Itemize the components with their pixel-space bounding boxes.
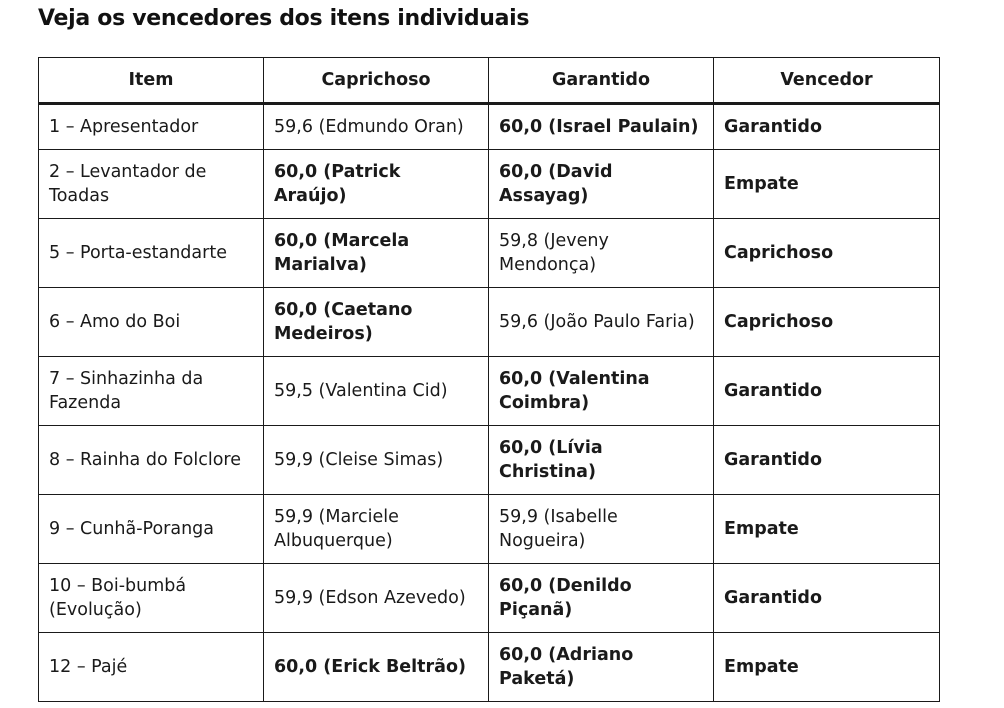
header-vencedor: Vencedor: [714, 58, 940, 104]
cell-caprichoso: 60,0 (Patrick Araújo): [264, 150, 489, 219]
header-caprichoso: Caprichoso: [264, 58, 489, 104]
cell-item: 6 – Amo do Boi: [39, 288, 264, 357]
table-row: [39, 104, 940, 150]
cell-caprichoso: 59,9 (Edson Azevedo): [264, 564, 489, 633]
table-row: [39, 633, 940, 702]
cell-vencedor: Caprichoso: [714, 219, 940, 288]
table-row: [39, 219, 940, 288]
cell-caprichoso: 59,9 (Marciele Albuquerque): [264, 495, 489, 564]
table-row: [39, 426, 940, 495]
cell-item: 2 – Levantador de Toadas: [39, 150, 264, 219]
cell-item: 9 – Cunhã-Poranga: [39, 495, 264, 564]
cell-vencedor: Garantido: [714, 426, 940, 495]
cell-item: 5 – Porta-estandarte: [39, 219, 264, 288]
header-item: Item: [39, 58, 264, 104]
cell-garantido: 60,0 (David Assayag): [489, 150, 714, 219]
cell-item: 1 – Apresentador: [39, 104, 264, 150]
cell-item: 7 – Sinhazinha da Fazenda: [39, 357, 264, 426]
cell-garantido: 60,0 (Denildo Piçanã): [489, 564, 714, 633]
cell-garantido: 60,0 (Adriano Paketá): [489, 633, 714, 702]
cell-vencedor: Garantido: [714, 357, 940, 426]
page-title: Veja os vencedores dos itens individuais: [38, 6, 530, 31]
cell-vencedor: Empate: [714, 495, 940, 564]
cell-vencedor: Empate: [714, 150, 940, 219]
cell-garantido: 59,9 (Isabelle Nogueira): [489, 495, 714, 564]
cell-garantido: 60,0 (Israel Paulain): [489, 104, 714, 150]
cell-item: 8 – Rainha do Folclore: [39, 426, 264, 495]
cell-garantido: 60,0 (Lívia Christina): [489, 426, 714, 495]
cell-caprichoso: 60,0 (Marcela Marialva): [264, 219, 489, 288]
cell-vencedor: Caprichoso: [714, 288, 940, 357]
cell-caprichoso: 59,9 (Cleise Simas): [264, 426, 489, 495]
cell-caprichoso: 59,5 (Valentina Cid): [264, 357, 489, 426]
cell-caprichoso: 60,0 (Erick Beltrão): [264, 633, 489, 702]
winners-table: [38, 57, 940, 702]
cell-item: 10 – Boi-bumbá (Evolução): [39, 564, 264, 633]
cell-vencedor: Garantido: [714, 564, 940, 633]
table-row: [39, 288, 940, 357]
table-row: [39, 564, 940, 633]
cell-vencedor: Garantido: [714, 104, 940, 150]
cell-caprichoso: 60,0 (Caetano Medeiros): [264, 288, 489, 357]
table-row: [39, 357, 940, 426]
table-row: [39, 150, 940, 219]
table-header-row: [39, 58, 940, 104]
cell-item: 12 – Pajé: [39, 633, 264, 702]
cell-vencedor: Empate: [714, 633, 940, 702]
cell-garantido: 59,6 (João Paulo Faria): [489, 288, 714, 357]
cell-garantido: 60,0 (Valentina Coimbra): [489, 357, 714, 426]
header-garantido: Garantido: [489, 58, 714, 104]
cell-caprichoso: 59,6 (Edmundo Oran): [264, 104, 489, 150]
table-row: [39, 495, 940, 564]
cell-garantido: 59,8 (Jeveny Mendonça): [489, 219, 714, 288]
